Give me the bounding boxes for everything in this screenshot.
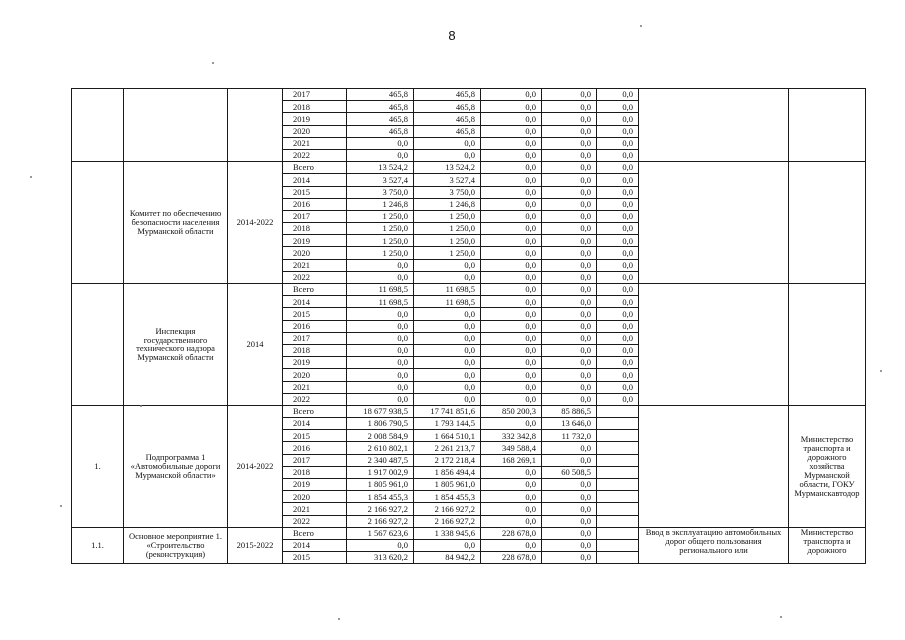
regional-budget-cell: 0,0 xyxy=(414,332,481,344)
local-budget-cell: 0,0 xyxy=(542,186,597,198)
other-cell xyxy=(597,527,639,539)
total-cell: 0,0 xyxy=(347,308,414,320)
other-cell: 0,0 xyxy=(597,125,639,137)
other-cell: 0,0 xyxy=(597,381,639,393)
local-budget-cell: 0,0 xyxy=(542,247,597,259)
total-cell: 11 698,5 xyxy=(347,284,414,296)
federal-budget-cell: 0,0 xyxy=(481,357,542,369)
local-budget-cell: 60 508,5 xyxy=(542,466,597,478)
measure-name: Основное мероприятие 1. «Строительство (реконструкция) xyxy=(124,527,228,564)
other-cell: 0,0 xyxy=(597,101,639,113)
federal-budget-cell: 0,0 xyxy=(481,210,542,222)
year-cell: 2022 xyxy=(283,393,347,405)
executor: Министерство транспорта и дорожного xyxy=(789,527,866,564)
result-indicator xyxy=(639,162,789,284)
other-cell: 0,0 xyxy=(597,113,639,125)
local-budget-cell: 0,0 xyxy=(542,320,597,332)
local-budget-cell: 0,0 xyxy=(542,162,597,174)
year-cell: 2022 xyxy=(283,271,347,283)
total-cell: 0,0 xyxy=(347,271,414,283)
federal-budget-cell: 168 269,1 xyxy=(481,454,542,466)
total-cell: 1 250,0 xyxy=(347,210,414,222)
year-cell: 2018 xyxy=(283,344,347,356)
year-cell: 2019 xyxy=(283,235,347,247)
federal-budget-cell: 0,0 xyxy=(481,198,542,210)
federal-budget-cell: 0,0 xyxy=(481,296,542,308)
scan-speck xyxy=(780,616,782,618)
year-cell: 2019 xyxy=(283,479,347,491)
other-cell: 0,0 xyxy=(597,186,639,198)
total-cell: 2 166 927,2 xyxy=(347,515,414,527)
local-budget-cell: 0,0 xyxy=(542,393,597,405)
total-cell: 1 917 002,9 xyxy=(347,466,414,478)
year-cell: 2016 xyxy=(283,198,347,210)
regional-budget-cell: 1 250,0 xyxy=(414,247,481,259)
regional-budget-cell: 1 664 510,1 xyxy=(414,430,481,442)
executor xyxy=(789,162,866,284)
regional-budget-cell: 465,8 xyxy=(414,125,481,137)
total-cell: 1 250,0 xyxy=(347,235,414,247)
regional-budget-cell: 2 166 927,2 xyxy=(414,515,481,527)
regional-budget-cell: 84 942,2 xyxy=(414,552,481,564)
other-cell xyxy=(597,539,639,551)
regional-budget-cell: 0,0 xyxy=(414,137,481,149)
federal-budget-cell: 0,0 xyxy=(481,308,542,320)
local-budget-cell: 0,0 xyxy=(542,357,597,369)
year-cell: 2022 xyxy=(283,149,347,161)
federal-budget-cell: 0,0 xyxy=(481,113,542,125)
federal-budget-cell: 332 342,8 xyxy=(481,430,542,442)
local-budget-cell: 85 886,5 xyxy=(542,405,597,417)
total-cell: 1 806 790,5 xyxy=(347,418,414,430)
regional-budget-cell: 0,0 xyxy=(414,393,481,405)
other-cell xyxy=(597,466,639,478)
year-cell: 2015 xyxy=(283,308,347,320)
measure-name: Комитет по обеспечению безопасности населения Мурманской области xyxy=(124,162,228,284)
total-cell: 313 620,2 xyxy=(347,552,414,564)
year-cell: Всего xyxy=(283,284,347,296)
year-cell: 2016 xyxy=(283,442,347,454)
regional-budget-cell: 0,0 xyxy=(414,344,481,356)
result-indicator: Ввод в эксплуатацию автомобильных дорог общего пользования регионального или xyxy=(639,527,789,564)
regional-budget-cell: 0,0 xyxy=(414,259,481,271)
federal-budget-cell: 0,0 xyxy=(481,503,542,515)
local-budget-cell: 0,0 xyxy=(542,454,597,466)
federal-budget-cell: 0,0 xyxy=(481,491,542,503)
other-cell: 0,0 xyxy=(597,210,639,222)
scan-speck xyxy=(60,505,62,507)
federal-budget-cell: 0,0 xyxy=(481,271,542,283)
scan-speck xyxy=(30,176,32,178)
federal-budget-cell: 0,0 xyxy=(481,284,542,296)
regional-budget-cell: 1 856 494,4 xyxy=(414,466,481,478)
federal-budget-cell: 0,0 xyxy=(481,320,542,332)
regional-budget-cell: 0,0 xyxy=(414,149,481,161)
table-row xyxy=(72,162,866,174)
year-cell: 2020 xyxy=(283,491,347,503)
local-budget-cell: 0,0 xyxy=(542,174,597,186)
table-row xyxy=(72,284,866,296)
total-cell: 2 008 584,9 xyxy=(347,430,414,442)
row-number xyxy=(72,89,124,162)
year-cell: 2021 xyxy=(283,381,347,393)
regional-budget-cell: 465,8 xyxy=(414,113,481,125)
federal-budget-cell: 850 200,3 xyxy=(481,405,542,417)
local-budget-cell: 0,0 xyxy=(542,101,597,113)
other-cell xyxy=(597,454,639,466)
table-row xyxy=(72,405,866,417)
year-cell: 2021 xyxy=(283,259,347,271)
year-cell: 2020 xyxy=(283,369,347,381)
local-budget-cell: 0,0 xyxy=(542,344,597,356)
regional-budget-cell: 0,0 xyxy=(414,357,481,369)
local-budget-cell: 0,0 xyxy=(542,296,597,308)
total-cell: 465,8 xyxy=(347,101,414,113)
federal-budget-cell: 0,0 xyxy=(481,332,542,344)
other-cell xyxy=(597,515,639,527)
measure-name: Инспекция государственного технического надзора Мурманской области xyxy=(124,284,228,406)
regional-budget-cell: 0,0 xyxy=(414,308,481,320)
year-cell: 2019 xyxy=(283,357,347,369)
federal-budget-cell: 349 588,4 xyxy=(481,442,542,454)
budget-table xyxy=(71,88,866,564)
other-cell: 0,0 xyxy=(597,198,639,210)
federal-budget-cell: 0,0 xyxy=(481,186,542,198)
other-cell: 0,0 xyxy=(597,174,639,186)
total-cell: 0,0 xyxy=(347,320,414,332)
year-cell: 2015 xyxy=(283,430,347,442)
federal-budget-cell: 0,0 xyxy=(481,381,542,393)
other-cell: 0,0 xyxy=(597,89,639,101)
local-budget-cell: 0,0 xyxy=(542,125,597,137)
local-budget-cell: 0,0 xyxy=(542,259,597,271)
federal-budget-cell: 0,0 xyxy=(481,223,542,235)
regional-budget-cell: 465,8 xyxy=(414,101,481,113)
federal-budget-cell: 0,0 xyxy=(481,466,542,478)
year-cell: 2017 xyxy=(283,210,347,222)
total-cell: 2 166 927,2 xyxy=(347,503,414,515)
other-cell: 0,0 xyxy=(597,357,639,369)
local-budget-cell: 0,0 xyxy=(542,442,597,454)
total-cell: 465,8 xyxy=(347,113,414,125)
year-cell: 2014 xyxy=(283,418,347,430)
federal-budget-cell: 0,0 xyxy=(481,479,542,491)
total-cell: 1 567 623,6 xyxy=(347,527,414,539)
local-budget-cell: 0,0 xyxy=(542,527,597,539)
other-cell xyxy=(597,552,639,564)
regional-budget-cell: 3 527,4 xyxy=(414,174,481,186)
federal-budget-cell: 0,0 xyxy=(481,235,542,247)
total-cell: 0,0 xyxy=(347,149,414,161)
total-cell: 1 250,0 xyxy=(347,247,414,259)
other-cell: 0,0 xyxy=(597,223,639,235)
scan-speck xyxy=(338,618,340,620)
local-budget-cell: 0,0 xyxy=(542,113,597,125)
federal-budget-cell: 0,0 xyxy=(481,101,542,113)
other-cell xyxy=(597,479,639,491)
scan-speck xyxy=(880,370,882,372)
total-cell: 0,0 xyxy=(347,539,414,551)
year-cell: 2018 xyxy=(283,101,347,113)
other-cell: 0,0 xyxy=(597,320,639,332)
executor xyxy=(789,89,866,162)
regional-budget-cell: 0,0 xyxy=(414,381,481,393)
result-indicator xyxy=(639,405,789,527)
federal-budget-cell: 0,0 xyxy=(481,393,542,405)
year-cell: 2022 xyxy=(283,515,347,527)
other-cell: 0,0 xyxy=(597,271,639,283)
local-budget-cell: 0,0 xyxy=(542,503,597,515)
year-cell: 2020 xyxy=(283,125,347,137)
other-cell: 0,0 xyxy=(597,308,639,320)
year-cell: 2014 xyxy=(283,296,347,308)
year-cell: 2021 xyxy=(283,137,347,149)
other-cell: 0,0 xyxy=(597,137,639,149)
local-budget-cell: 0,0 xyxy=(542,210,597,222)
regional-budget-cell: 13 524,2 xyxy=(414,162,481,174)
scan-speck xyxy=(640,25,642,27)
regional-budget-cell: 17 741 851,6 xyxy=(414,405,481,417)
year-cell: Всего xyxy=(283,527,347,539)
other-cell xyxy=(597,430,639,442)
year-cell: 2017 xyxy=(283,454,347,466)
period: 2014-2022 xyxy=(228,162,283,284)
total-cell: 1 805 961,0 xyxy=(347,479,414,491)
table-row xyxy=(72,527,866,539)
total-cell: 1 250,0 xyxy=(347,223,414,235)
regional-budget-cell: 0,0 xyxy=(414,369,481,381)
other-cell: 0,0 xyxy=(597,247,639,259)
regional-budget-cell: 1 250,0 xyxy=(414,210,481,222)
regional-budget-cell: 0,0 xyxy=(414,271,481,283)
federal-budget-cell: 0,0 xyxy=(481,369,542,381)
period: 2014-2022 xyxy=(228,405,283,527)
other-cell xyxy=(597,442,639,454)
local-budget-cell: 0,0 xyxy=(542,515,597,527)
total-cell: 3 527,4 xyxy=(347,174,414,186)
local-budget-cell: 0,0 xyxy=(542,235,597,247)
result-indicator xyxy=(639,89,789,162)
regional-budget-cell: 1 250,0 xyxy=(414,223,481,235)
year-cell: Всего xyxy=(283,162,347,174)
total-cell: 0,0 xyxy=(347,259,414,271)
year-cell: 2016 xyxy=(283,320,347,332)
regional-budget-cell: 0,0 xyxy=(414,539,481,551)
federal-budget-cell: 0,0 xyxy=(481,162,542,174)
period: 2015-2022 xyxy=(228,527,283,564)
row-number xyxy=(72,162,124,284)
local-budget-cell: 0,0 xyxy=(542,284,597,296)
total-cell: 2 610 802,1 xyxy=(347,442,414,454)
year-cell: 2018 xyxy=(283,466,347,478)
regional-budget-cell: 11 698,5 xyxy=(414,284,481,296)
table-row xyxy=(72,89,866,101)
local-budget-cell: 0,0 xyxy=(542,198,597,210)
total-cell: 1 854 455,3 xyxy=(347,491,414,503)
regional-budget-cell: 1 246,8 xyxy=(414,198,481,210)
total-cell: 1 246,8 xyxy=(347,198,414,210)
other-cell: 0,0 xyxy=(597,296,639,308)
page-number: 8 xyxy=(448,28,456,43)
total-cell: 465,8 xyxy=(347,125,414,137)
regional-budget-cell: 1 338 945,6 xyxy=(414,527,481,539)
regional-budget-cell: 1 805 961,0 xyxy=(414,479,481,491)
other-cell: 0,0 xyxy=(597,344,639,356)
other-cell xyxy=(597,503,639,515)
total-cell: 0,0 xyxy=(347,332,414,344)
local-budget-cell: 0,0 xyxy=(542,491,597,503)
federal-budget-cell: 0,0 xyxy=(481,344,542,356)
local-budget-cell: 0,0 xyxy=(542,271,597,283)
regional-budget-cell: 1 250,0 xyxy=(414,235,481,247)
year-cell: 2021 xyxy=(283,503,347,515)
year-cell: 2020 xyxy=(283,247,347,259)
local-budget-cell: 0,0 xyxy=(542,308,597,320)
total-cell: 465,8 xyxy=(347,89,414,101)
local-budget-cell: 0,0 xyxy=(542,479,597,491)
other-cell: 0,0 xyxy=(597,369,639,381)
local-budget-cell: 0,0 xyxy=(542,539,597,551)
regional-budget-cell: 3 750,0 xyxy=(414,186,481,198)
regional-budget-cell: 11 698,5 xyxy=(414,296,481,308)
total-cell: 0,0 xyxy=(347,381,414,393)
federal-budget-cell: 0,0 xyxy=(481,259,542,271)
year-cell: Всего xyxy=(283,405,347,417)
year-cell: 2018 xyxy=(283,223,347,235)
total-cell: 0,0 xyxy=(347,344,414,356)
period: 2014 xyxy=(228,284,283,406)
regional-budget-cell: 2 172 218,4 xyxy=(414,454,481,466)
measure-name: Подпрограмма 1 «Автомобильные дороги Мурманской области» xyxy=(124,405,228,527)
other-cell: 0,0 xyxy=(597,284,639,296)
other-cell: 0,0 xyxy=(597,149,639,161)
federal-budget-cell: 0,0 xyxy=(481,149,542,161)
total-cell: 11 698,5 xyxy=(347,296,414,308)
year-cell: 2014 xyxy=(283,539,347,551)
period xyxy=(228,89,283,162)
year-cell: 2019 xyxy=(283,113,347,125)
result-indicator xyxy=(639,284,789,406)
federal-budget-cell: 0,0 xyxy=(481,137,542,149)
year-cell: 2015 xyxy=(283,186,347,198)
row-number xyxy=(72,284,124,406)
total-cell: 3 750,0 xyxy=(347,186,414,198)
row-number: 1.1. xyxy=(72,527,124,564)
federal-budget-cell: 0,0 xyxy=(481,515,542,527)
local-budget-cell: 0,0 xyxy=(542,552,597,564)
federal-budget-cell: 0,0 xyxy=(481,125,542,137)
federal-budget-cell: 0,0 xyxy=(481,174,542,186)
total-cell: 18 677 938,5 xyxy=(347,405,414,417)
federal-budget-cell: 0,0 xyxy=(481,418,542,430)
other-cell: 0,0 xyxy=(597,393,639,405)
year-cell: 2017 xyxy=(283,89,347,101)
year-cell: 2017 xyxy=(283,332,347,344)
federal-budget-cell: 0,0 xyxy=(481,539,542,551)
local-budget-cell: 0,0 xyxy=(542,223,597,235)
total-cell: 0,0 xyxy=(347,369,414,381)
other-cell: 0,0 xyxy=(597,259,639,271)
other-cell xyxy=(597,418,639,430)
local-budget-cell: 0,0 xyxy=(542,369,597,381)
local-budget-cell: 0,0 xyxy=(542,149,597,161)
year-cell: 2015 xyxy=(283,552,347,564)
total-cell: 13 524,2 xyxy=(347,162,414,174)
other-cell xyxy=(597,491,639,503)
year-cell: 2014 xyxy=(283,174,347,186)
local-budget-cell: 0,0 xyxy=(542,89,597,101)
federal-budget-cell: 0,0 xyxy=(481,247,542,259)
measure-name xyxy=(124,89,228,162)
federal-budget-cell: 0,0 xyxy=(481,89,542,101)
total-cell: 2 340 487,5 xyxy=(347,454,414,466)
regional-budget-cell: 465,8 xyxy=(414,89,481,101)
regional-budget-cell: 2 166 927,2 xyxy=(414,503,481,515)
local-budget-cell: 0,0 xyxy=(542,381,597,393)
local-budget-cell: 13 646,0 xyxy=(542,418,597,430)
executor xyxy=(789,284,866,406)
total-cell: 0,0 xyxy=(347,393,414,405)
federal-budget-cell: 228 678,0 xyxy=(481,527,542,539)
row-number: 1. xyxy=(72,405,124,527)
federal-budget-cell: 228 678,0 xyxy=(481,552,542,564)
local-budget-cell: 0,0 xyxy=(542,332,597,344)
regional-budget-cell: 1 793 144,5 xyxy=(414,418,481,430)
scan-speck xyxy=(140,405,142,407)
total-cell: 0,0 xyxy=(347,357,414,369)
other-cell: 0,0 xyxy=(597,162,639,174)
scan-speck xyxy=(212,62,214,64)
other-cell: 0,0 xyxy=(597,235,639,247)
total-cell: 0,0 xyxy=(347,137,414,149)
other-cell: 0,0 xyxy=(597,332,639,344)
regional-budget-cell: 1 854 455,3 xyxy=(414,491,481,503)
local-budget-cell: 11 732,0 xyxy=(542,430,597,442)
other-cell xyxy=(597,405,639,417)
regional-budget-cell: 2 261 213,7 xyxy=(414,442,481,454)
executor: Министерство транспорта и дорожного хозяйства Мурманской области, ГОКУ Мурманскавтодор xyxy=(789,405,866,527)
local-budget-cell: 0,0 xyxy=(542,137,597,149)
regional-budget-cell: 0,0 xyxy=(414,320,481,332)
